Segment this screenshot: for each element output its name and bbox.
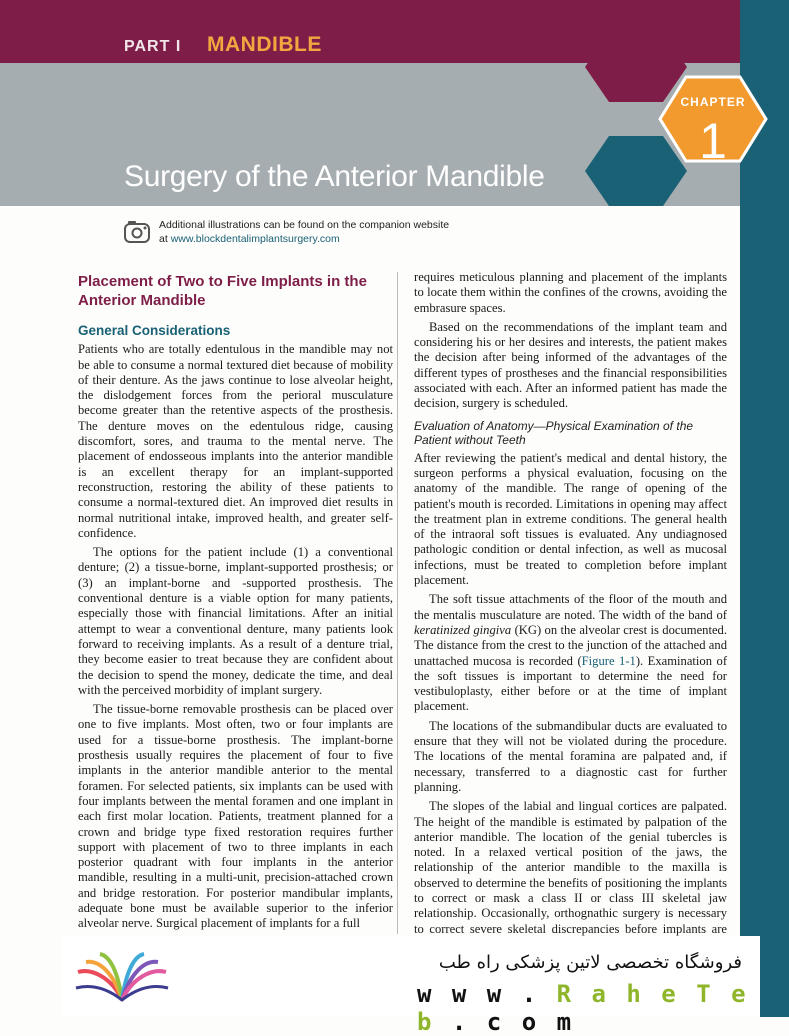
companion-media-icon: [123, 220, 151, 246]
part-name: MANDIBLE: [207, 33, 322, 56]
section-heading: Placement of Two to Five Implants in the Anterior Mandible: [78, 273, 367, 309]
paragraph: The slopes of the labial and lingual cortices are palpated. The height of the mandible is estimated by palpation of the anterior mandible. The location of the genial tubercles is noted. In a relaxed vertical position of the jaws, the relationship of the anterior mandible to the maxilla is observed to determine the benefits of positioning the implants to correct or mask a class II or class III skeletal jaw relationship. Occasionally, orthognathic surgery is necessary to correct severe skeletal discrepancies before implants are: [414, 799, 727, 936]
paragraph: The options for the patient include (1) a conventional denture; (2) a tissue-borne, implant-supported prosthesis; or (3) an implant-borne and -supported prosthesis. The conventional denture is a viable option for many patients, especially those with financial limitations. After an initial attempt to wear a conventional denture, many patients look forward to receiving implants. As a result of a denture trial, they become easier to treat because they are confident about the decision to spend the money, dedicate the time, and deal with the perceived morbidity of implant surgery.: [78, 545, 393, 697]
paragraph: Based on the recommendations of the implant team and considering his or her desires and interests, the patient makes the decision after being informed of the advantages of the different types of prostheses and the financial responsibilities associated with each. After an informed patient has made the decision, surgery is scheduled.: [414, 319, 727, 411]
companion-url[interactable]: www.blockdentalimplantsurgery.com: [170, 233, 340, 245]
teal-hexagon: [585, 136, 687, 206]
column-divider: [397, 272, 398, 934]
paragraph: The soft tissue attachments of the floor of the mouth and the mentalis musculature are noted. The width of the band of keratinized gingiva (KG) on the alveolar crest is documented. The distance from the crest to the junction of the attached and unattached mucosa is recorded (Figure 1-1). Examination of the soft tissues is important to determine the need for vestibuloplasty, either before or at the time of implant placement.: [414, 592, 728, 714]
subsection-heading: Evaluation of Anatomy—Physical Examination of the Patient without Teeth: [414, 418, 694, 447]
chapter-number: 1: [699, 113, 727, 169]
paragraph: The tissue-borne removable prosthesis can be placed over one to five implants. Most often, two or four implants are used for a tissue-borne prosthesis. The implant-borne prosthesis usually requires the placement of four to five implants in the anterior mandible anterior to the mental foramen. For selected patients, six implants can be used with four implants between the mental foramen and one implant in each first molar location. Patients, treatment planned for a crown and bridge type fixed restoration requires further support with placement of two to three implants in each posterior quadrant with four implants in the anterior mandible, resulting in a multi-unit, precision-attached crown and bridge restoration. For posterior mandibular implants, adequate bone must be available superior to the inferior alveolar nerve. Surgical placement of implants for a full: [78, 702, 393, 931]
figure-reference-link[interactable]: Figure 1-1: [581, 653, 636, 668]
watermark-footer: [62, 936, 760, 1036]
left-column: [78, 270, 393, 932]
book-logo-icon: [72, 948, 172, 1008]
chapter-title: Surgery of the Anterior Mandible: [124, 160, 545, 193]
paragraph: After reviewing the patient's medical and dental history, the surgeon performs a physical evaluation, focusing on the anatomy of the mandible. The range of opening of the patient's mouth is recorded. Limitations in opening may affect the treatment plan in extreme conditions. The general health of the intraoral soft tissues is evaluated. Any undiagnosed pathologic condition or dental infection, as well as mucosal infections, must be treated to completion before implant placement.: [414, 450, 727, 588]
chapter-label: CHAPTER: [680, 95, 746, 109]
part-label: PART I: [124, 38, 182, 55]
paragraph: The locations of the submandibular ducts are evaluated to ensure that they will not be violated during the procedure. The locations of the mental foramina are palpated and, if necessary, transferred to a diagnostic cast for further planning.: [414, 718, 727, 794]
paragraph: requires meticulous planning and placement of the implants to locate them within the confines of the crowns, avoiding the embrasure spaces.: [414, 270, 727, 315]
store-name: فروشگاه تخصصی لاتین پزشکی راه طب: [438, 952, 742, 973]
right-column: [414, 270, 727, 952]
companion-text: Additional illustrations can be found on the companion website at www.blockdentalimplantsurgery.com: [159, 219, 450, 245]
store-url[interactable]: w w w . R a h e T e b . c o m: [417, 980, 749, 1036]
subsection-heading: General Considerations: [78, 323, 231, 338]
maroon-hexagon: [585, 32, 687, 102]
paragraph: Patients who are totally edentulous in the mandible may not be able to consume a normal textured diet because of mobility of their denture. As the jaws continue to lose alveolar height, the dislodgement forces from the perioral musculature become greater than the retentive aspects of the prosthesis. The denture moves on the edentulous ridge, causing discomfort, sores, and trauma to the mental nerve. The placement of endosseous implants into the anterior mandible is an excellent therapy for an implant-supported reconstruction, restoring the ability of these patients to consume a normal-textured diet. An improved diet results in normal nutritional intake, improved health, and greater self-confidence.: [78, 342, 393, 540]
chapter-hexagon-badge: [560, 30, 780, 210]
